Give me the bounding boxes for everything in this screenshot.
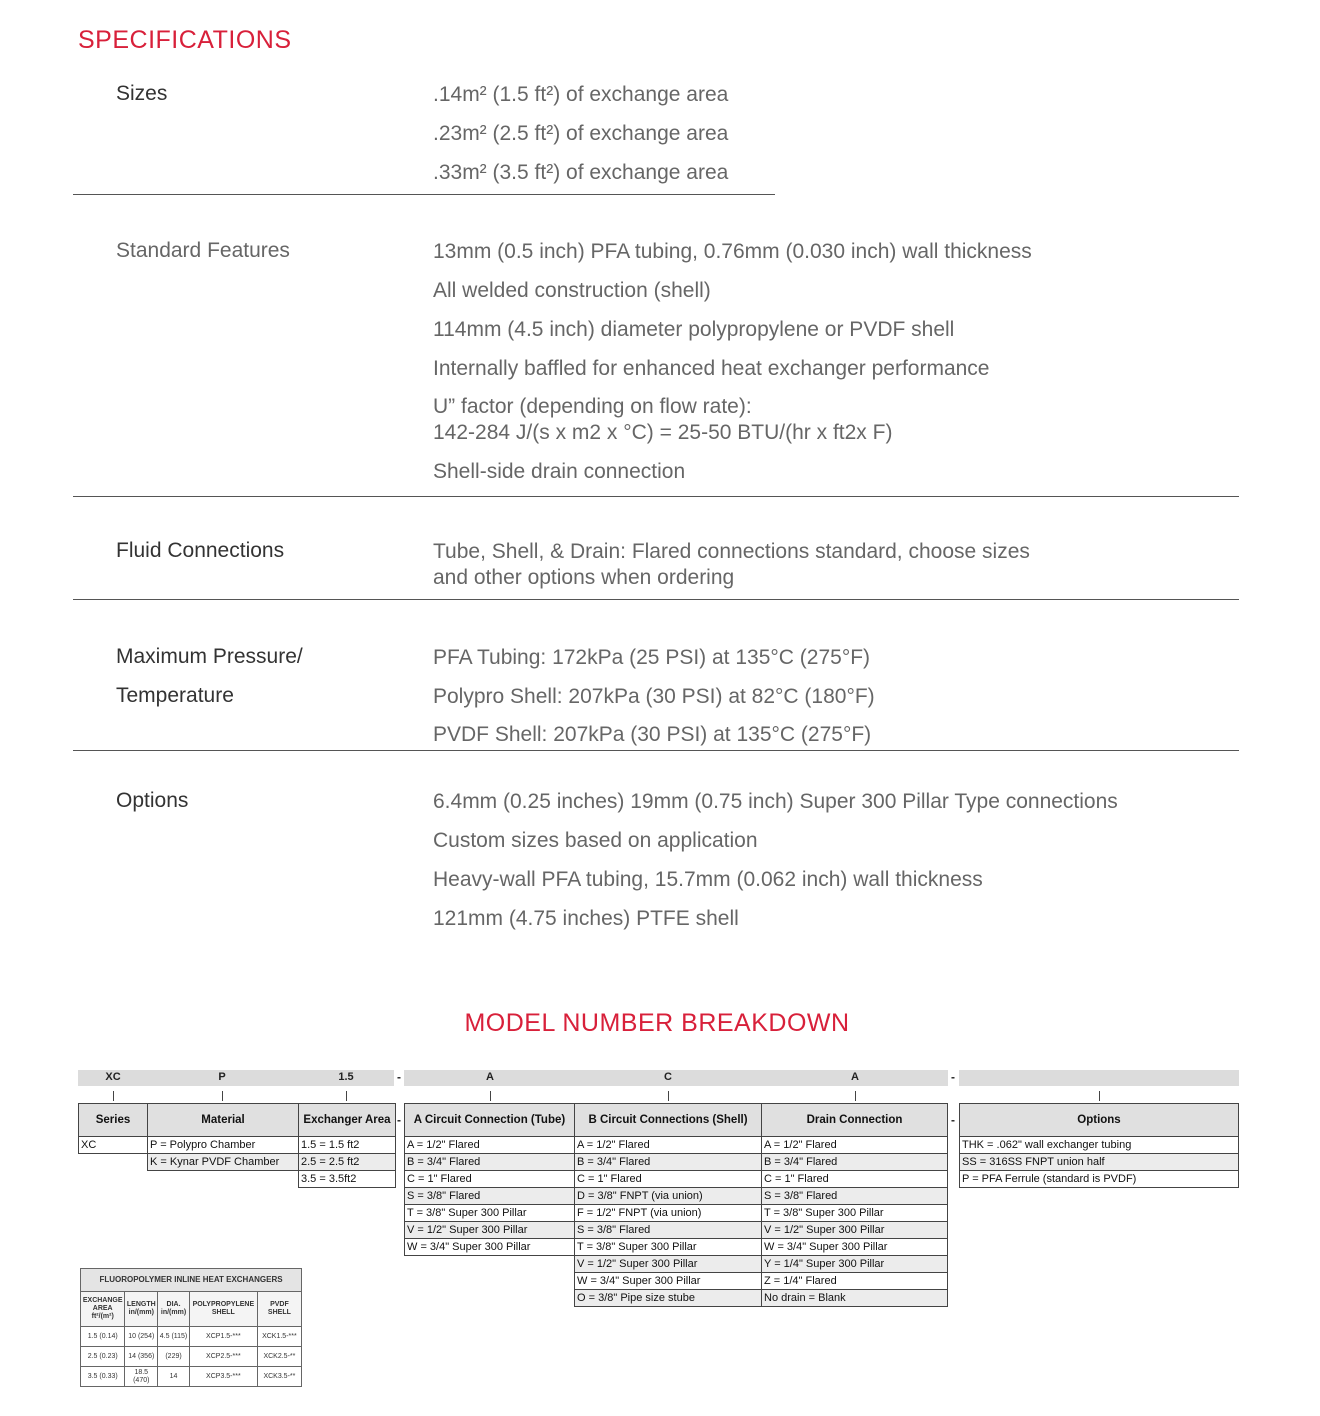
spec-value: Polypro Shell: 207kPa (30 PSI) at 82°C (180°F) [433,685,875,708]
table-cell: 10 (254) [125,1327,158,1347]
table-cell: C = 1" Flared [575,1171,762,1188]
spec-value: Heavy-wall PFA tubing, 15.7mm (0.062 inch) wall thickness [433,868,983,891]
table-cell: 4.5 (115) [158,1327,190,1347]
code-bar [959,1070,1239,1086]
tick [1099,1091,1100,1101]
table-cell: No drain = Blank [762,1290,948,1307]
spec-value: 114mm (4.5 inch) diameter polypropylene or PVDF shell [433,318,955,341]
table-cell: P = PFA Ferrule (standard is PVDF) [960,1171,1239,1188]
tick [222,1091,223,1101]
table-cell: C = 1" Flared [405,1171,575,1188]
table-cell: O = 3/8" Pipe size stube [575,1290,762,1307]
table-cell: W = 3/4" Super 300 Pillar [575,1273,762,1290]
table-cell: XCP2.5-*** [189,1347,257,1367]
tick [855,1091,856,1101]
table-cell: V = 1/2" Super 300 Pillar [405,1222,575,1239]
table-cell: T = 3/8" Super 300 Pillar [405,1205,575,1222]
table-cell: (229) [158,1347,190,1367]
table-cell: 1.5 = 1.5 ft2 [299,1137,396,1154]
header-series: Series [79,1104,148,1137]
table-cell: XCP3.5-*** [189,1367,257,1387]
spec-value: 6.4mm (0.25 inches) 19mm (0.75 inch) Super 300 Pillar Type connections [433,790,1118,813]
table-cell: F = 1/2" FNPT (via union) [575,1205,762,1222]
table-cell: 2.5 (0.23) [81,1347,125,1367]
model-breakdown-heading: MODEL NUMBER BREAKDOWN [464,1009,850,1037]
spec-value: Internally baffled for enhanced heat exchanger performance [433,357,990,380]
table-cell: P = Polypro Chamber [148,1137,299,1154]
code-drain: A [851,1071,859,1083]
tick [668,1091,669,1101]
spec-label-sizes: Sizes [116,82,168,105]
code-series: XC [105,1071,121,1083]
divider [73,750,1239,751]
header-exchanger-area: Exchanger Area [299,1104,396,1137]
table-cell: XCP1.5-*** [189,1327,257,1347]
table-cell: S = 3/8" Flared [762,1188,948,1205]
table-cell: K = Kynar PVDF Chamber [148,1154,299,1171]
spec-label-standard-features: Standard Features [116,239,290,262]
table-cell: THK = .062" wall exchanger tubing [960,1137,1239,1154]
code-tube: A [486,1071,494,1083]
connections-table [404,1103,948,1307]
table-cell: XCK1.5-*** [257,1327,301,1347]
spec-value: 13mm (0.5 inch) PFA tubing, 0.76mm (0.030 inch) wall thickness [433,240,1032,263]
spec-value: 142-284 J/(s x m2 x °C) = 25-50 BTU/(hr x ft2x F) [433,421,893,444]
product-table-title: FLUOROPOLYMER INLINE HEAT EXCHANGERS [81,1269,302,1292]
col-header: PVDF SHELL [257,1292,301,1327]
table-cell: 3.5 = 3.5ft2 [299,1171,396,1188]
table-cell: XCK3.5-** [257,1367,301,1387]
spec-value: .14m² (1.5 ft²) of exchange area [433,83,729,106]
specifications-heading: SPECIFICATIONS [78,26,292,54]
tick [346,1091,347,1101]
table-cell: 14 (356) [125,1347,158,1367]
spec-value: and other options when ordering [433,566,735,589]
table-cell: A = 1/2" Flared [762,1137,948,1154]
table-cell: D = 3/8" FNPT (via union) [575,1188,762,1205]
spec-value: Tube, Shell, & Drain: Flared connections standard, choose sizes [433,540,1030,563]
tick [113,1091,114,1101]
header-shell: B Circuit Connections (Shell) [575,1104,762,1137]
spec-value: PVDF Shell: 207kPa (30 PSI) at 135°C (275°F) [433,723,872,746]
col-header: LENGTH in/(mm) [125,1292,158,1327]
divider [73,194,775,195]
table-cell: XC [79,1137,148,1154]
table-cell: T = 3/8" Super 300 Pillar [762,1205,948,1222]
table-cell: SS = 316SS FNPT union half [960,1154,1239,1171]
tick [490,1091,491,1101]
spec-label-temperature: Temperature [116,684,234,707]
col-header: DIA. in/(mm) [158,1292,190,1327]
table-cell: W = 3/4" Super 300 Pillar [762,1239,948,1256]
table-cell: V = 1/2" Super 300 Pillar [575,1256,762,1273]
spec-value: Custom sizes based on application [433,829,758,852]
spec-value: 121mm (4.75 inches) PTFE shell [433,907,739,930]
spec-value: PFA Tubing: 172kPa (25 PSI) at 135°C (275°F) [433,646,871,669]
table-cell: Z = 1/4" Flared [762,1273,948,1290]
table-cell: 18.5 (470) [125,1367,158,1387]
header-drain: Drain Connection [762,1104,948,1137]
table-cell: C = 1" Flared [762,1171,948,1188]
table-cell: Y = 1/4" Super 300 Pillar [762,1256,948,1273]
table-cell: A = 1/2" Flared [405,1137,575,1154]
table-cell: B = 3/4" Flared [405,1154,575,1171]
table-cell: B = 3/4" Flared [762,1154,948,1171]
code-dash: - [397,1070,401,1084]
code-material: P [218,1071,226,1083]
header-material: Material [148,1104,299,1137]
table-cell: S = 3/8" Flared [405,1188,575,1205]
series-material-area-table [78,1103,396,1188]
table-cell: S = 3/8" Flared [575,1222,762,1239]
divider [73,599,1239,600]
divider [73,496,1239,497]
table-cell: B = 3/4" Flared [575,1154,762,1171]
header-dash: - [951,1113,955,1127]
spec-value: U” factor (depending on flow rate): [433,395,752,418]
product-table [80,1268,302,1387]
header-tube: A Circuit Connection (Tube) [405,1104,575,1137]
header-options: Options [960,1104,1239,1137]
table-cell: A = 1/2" Flared [575,1137,762,1154]
spec-value: .23m² (2.5 ft²) of exchange area [433,122,729,145]
spec-value: All welded construction (shell) [433,279,711,302]
code-dash: - [951,1070,955,1084]
spec-value: .33m² (3.5 ft²) of exchange area [433,161,729,184]
col-header: EXCHANGE AREA ft²/(m²) [81,1292,125,1327]
table-cell: T = 3/8" Super 300 Pillar [575,1239,762,1256]
spec-label-fluid-connections: Fluid Connections [116,539,285,562]
code-area: 1.5 [338,1071,354,1083]
spec-value: Shell-side drain connection [433,460,686,483]
code-shell: C [664,1071,672,1083]
col-header: POLYPROPYLENE SHELL [189,1292,257,1327]
header-dash: - [397,1113,401,1127]
table-cell: 3.5 (0.33) [81,1367,125,1387]
table-cell: 2.5 = 2.5 ft2 [299,1154,396,1171]
options-table [959,1103,1239,1188]
table-cell: V = 1/2" Super 300 Pillar [762,1222,948,1239]
table-cell: XCK2.5-** [257,1347,301,1367]
table-cell: W = 3/4" Super 300 Pillar [405,1239,575,1256]
table-cell: 14 [158,1367,190,1387]
spec-label-max-pressure: Maximum Pressure/ [116,645,303,668]
table-cell: 1.5 (0.14) [81,1327,125,1347]
spec-label-options: Options [116,789,189,812]
